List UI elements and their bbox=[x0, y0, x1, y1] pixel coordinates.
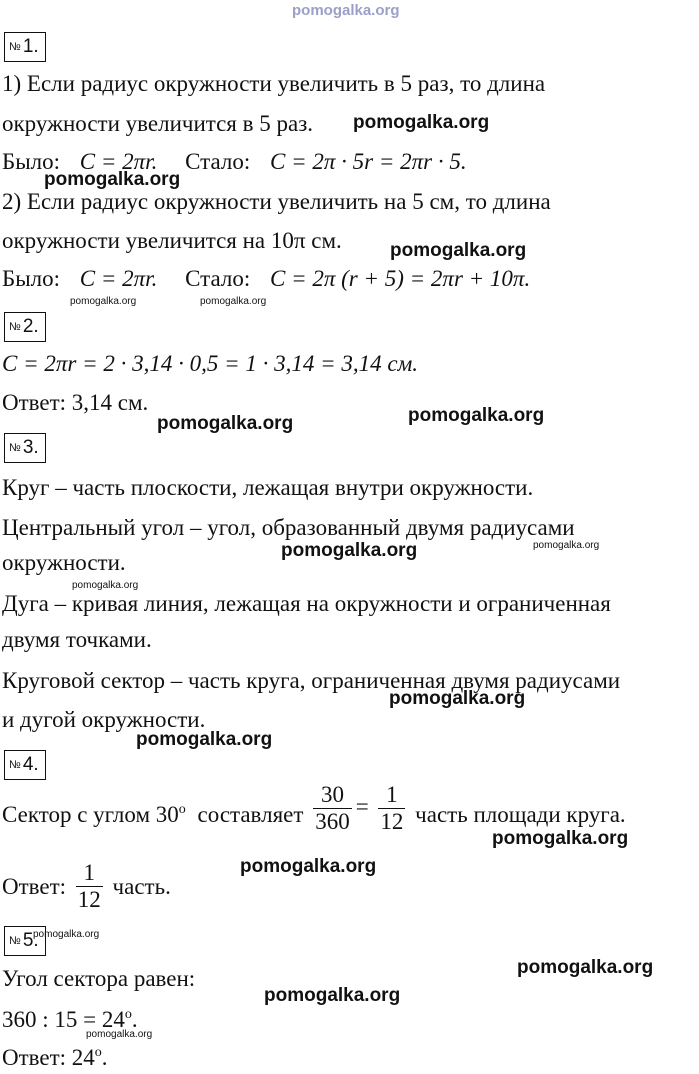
watermark: pomogalka.org bbox=[33, 929, 100, 940]
task-number-label: 1. bbox=[22, 36, 39, 57]
fraction-numerator: 1 bbox=[378, 782, 405, 809]
watermark: pomogalka.org bbox=[292, 2, 400, 19]
task3-line3: окружности. bbox=[2, 550, 126, 575]
task-number-label: 4. bbox=[22, 754, 39, 775]
formula-became: C = 2π (r + 5) = 2πr + 10π. bbox=[269, 266, 531, 291]
task-number-label: 3. bbox=[22, 437, 39, 458]
task3-line2: Центральный угол – угол, образованный двумя радиусами bbox=[2, 515, 575, 540]
task5-answer bbox=[2, 1046, 108, 1069]
watermark: pomogalka.org bbox=[86, 1029, 153, 1040]
task4-text-c: часть площади круга. bbox=[415, 802, 626, 828]
task1-p2-line2: окружности увеличится на 10π см. bbox=[2, 228, 342, 253]
task1-p1-line2: окружности увеличится в 5 раз. bbox=[2, 111, 314, 136]
became-label: Стало: bbox=[185, 149, 251, 174]
watermark: pomogalka.org bbox=[264, 985, 401, 1006]
watermark: pomogalka.org bbox=[136, 729, 273, 750]
task2-formula bbox=[2, 352, 418, 375]
watermark: pomogalka.org bbox=[200, 296, 267, 307]
task-number-5: № 5. bbox=[4, 926, 46, 956]
degree-sign: o bbox=[94, 1045, 102, 1060]
task2-formula-text: C = 2πr = 2 · 3,14 · 0,5 = 1 · 3,14 = 3,14 см. bbox=[2, 351, 419, 376]
degree-sign: o bbox=[178, 802, 186, 818]
task-number-1: № 1. bbox=[4, 32, 46, 62]
was-label: Было: bbox=[2, 266, 61, 291]
watermark: pomogalka.org bbox=[157, 413, 294, 434]
task2-answer: Ответ: 3,14 см. bbox=[2, 390, 149, 415]
fraction-numerator: 30 bbox=[313, 782, 352, 809]
task4-answer bbox=[2, 862, 171, 916]
task4-text-a: Сектор с углом 30 bbox=[2, 802, 179, 828]
formula-was: C = 2πr. bbox=[79, 266, 158, 291]
watermark: pomogalka.org bbox=[517, 957, 654, 978]
fraction-denominator: 12 bbox=[380, 809, 404, 835]
task3-line5: двумя точками. bbox=[2, 627, 152, 652]
fraction-denominator: 360 bbox=[315, 809, 350, 835]
watermark: pomogalka.org bbox=[353, 112, 490, 133]
task3-line4: Дуга – кривая линия, лежащая на окружности и ограниченная bbox=[2, 591, 611, 616]
watermark: pomogalka.org bbox=[390, 240, 527, 261]
watermark: pomogalka.org bbox=[240, 856, 377, 877]
task1-p2-line3 bbox=[2, 267, 530, 290]
task5-equation: 360 : 15 = 24 bbox=[2, 1007, 125, 1032]
task-number-label: 2. bbox=[22, 316, 39, 337]
task-number-2: № 2. bbox=[4, 312, 46, 342]
was-label: Было: bbox=[2, 149, 61, 174]
formula-became: C = 2π · 5r = 2πr · 5. bbox=[269, 149, 467, 174]
task3-line1: Круг – часть плоскости, лежащая внутри окружности. bbox=[2, 475, 534, 500]
watermark: pomogalka.org bbox=[492, 828, 629, 849]
task3-line6: Круговой сектор – часть круга, ограниченная двумя радиусами bbox=[2, 668, 621, 693]
watermark: pomogalka.org bbox=[72, 580, 139, 591]
watermark: pomogalka.org bbox=[70, 296, 137, 307]
fraction-numerator: 1 bbox=[76, 860, 103, 887]
task5-line1: Угол сектора равен: bbox=[2, 966, 196, 991]
task-number-3: № 3. bbox=[4, 433, 46, 463]
answer-fraction bbox=[76, 860, 103, 914]
task1-p2-line1: 2) Если радиус окружности увеличить на 5 см, то длина bbox=[2, 189, 551, 214]
period: . bbox=[101, 1045, 108, 1070]
task-number-4: № 4. bbox=[4, 750, 46, 780]
fraction-1-12 bbox=[378, 782, 405, 836]
task5-line2 bbox=[2, 1008, 138, 1031]
answer-text: Ответ: 24 bbox=[2, 1045, 95, 1070]
answer-label: Ответ: bbox=[2, 874, 67, 900]
task4-text-b: составляет bbox=[197, 802, 304, 828]
degree-sign: o bbox=[124, 1007, 132, 1022]
task3-line7: и дугой окружности. bbox=[2, 707, 206, 732]
formula-was: C = 2πr. bbox=[79, 149, 158, 174]
watermark: pomogalka.org bbox=[408, 405, 545, 426]
watermark: pomogalka.org bbox=[44, 169, 181, 190]
watermark: pomogalka.org bbox=[281, 540, 418, 561]
watermark: pomogalka.org bbox=[533, 540, 600, 551]
period: . bbox=[131, 1007, 138, 1032]
fraction-denominator: 12 bbox=[77, 887, 101, 913]
task-number-label: 5. bbox=[22, 930, 39, 951]
watermark: pomogalka.org bbox=[389, 688, 526, 709]
equals-sign: = bbox=[355, 794, 369, 820]
answer-unit: часть. bbox=[112, 874, 171, 900]
became-label: Стало: bbox=[185, 266, 251, 291]
task1-p1-line1: 1) Если радиус окружности увеличить в 5 раз, то длина bbox=[2, 71, 546, 96]
fraction-30-360 bbox=[313, 782, 352, 836]
